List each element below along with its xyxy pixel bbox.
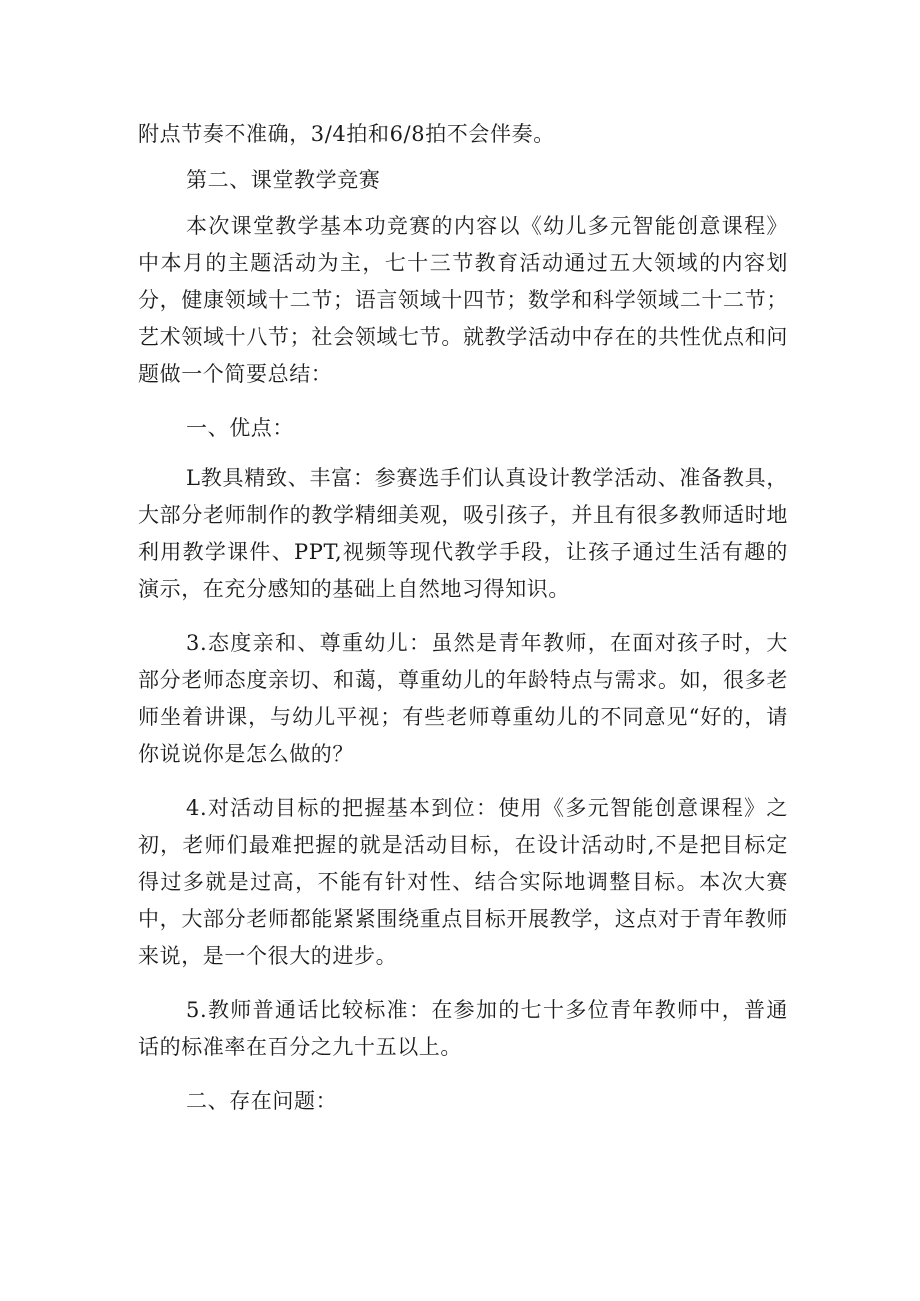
document-body [138, 116, 788, 1120]
paragraph-strength-objectives: 4.对活动目标的把握基本到位：使用《多元智能创意课程》之初，老师们最难把握的就是活动目标，在设计活动时,不是把目标定得过多就是过高，不能有针对性、结合实际地调整目标。本次大赛中，大部分老师都能紧紧围绕重点目标开展教学，这点对于青年教师来说，是一个很大的进步。 [138, 796, 788, 968]
paragraph-strength-mandarin: 5.教师普通话比较标准：在参加的七十多位青年教师中，普通话的标准率在百分之九十五以上。 [138, 998, 788, 1059]
heading-strengths: 一、优点： [186, 416, 294, 440]
section-heading-classroom-contest: 第二、课堂教学竞赛 [186, 168, 381, 192]
paragraph-strength-attitude: 3.态度亲和、尊重幼儿：虽然是青年教师，在面对孩子时，大部分老师态度亲切、和蔼，尊重幼儿的年龄特点与需求。如，很多老师坐着讲课，与幼儿平视；有些老师尊重幼儿的不同意见“好的，请你说说你是怎么做的？ [138, 631, 788, 766]
paragraph-strength-teaching-aids: L教具精致、丰富：参赛选手们认真设计教学活动、准备教具，大部分老师制作的教学精细美观，吸引孩子，并且有很多教师适时地利用教学课件、PPT,视频等现代教学手段，让孩子通过生活有趣的演示，在充分感知的基础上自然地习得知识。 [138, 466, 788, 601]
paragraph-rhythm-note: 附点节奏不准确，3/4拍和6/8拍不会伴奏。 [138, 122, 555, 146]
heading-problems: 二、存在问题： [186, 1089, 338, 1113]
paragraph-contest-overview: 本次课堂教学基本功竞赛的内容以《幼儿多元智能创意课程》中本月的主题活动为主，七十三节教育活动通过五大领域的内容划分，健康领域十二节；语言领域十四节；数学和科学领域二十二节；艺术领域十八节；社会领域七节。就教学活动中存在的共性优点和问题做一个简要总结： [138, 214, 788, 386]
